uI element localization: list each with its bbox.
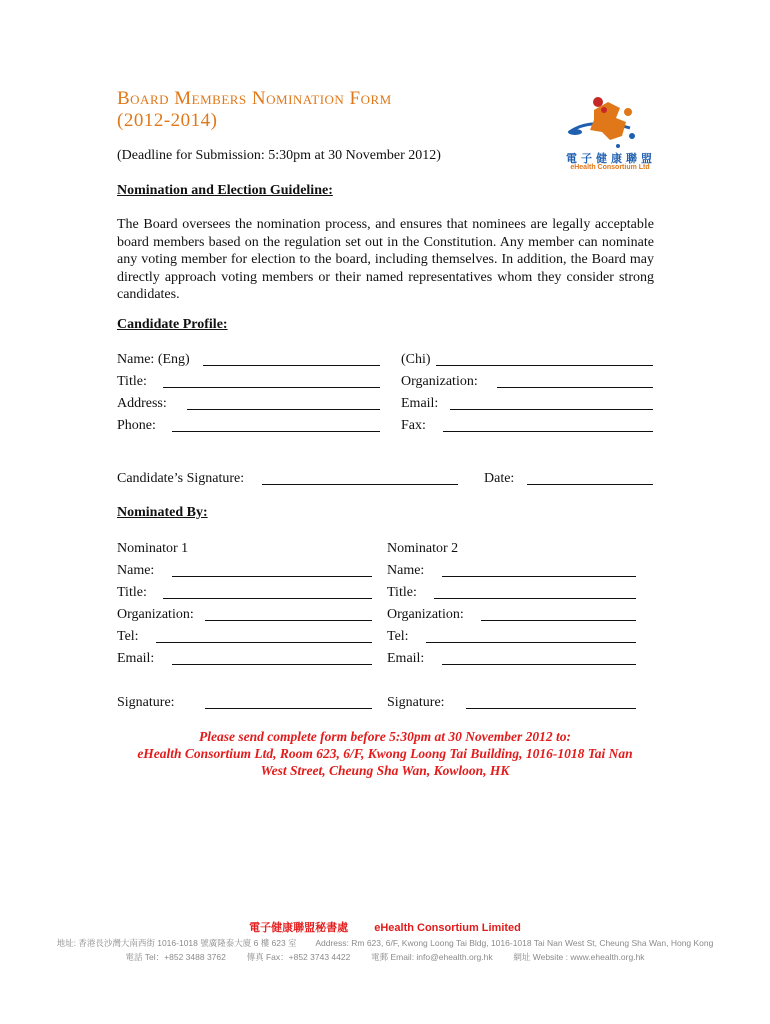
- nominator2-label: Nominator 2: [387, 541, 459, 556]
- footer-contacts: [0, 951, 770, 963]
- nominator2-title-label: Title:: [387, 585, 417, 600]
- deadline-text: (Deadline for Submission: 5:30pm at 30 November 2012): [117, 148, 441, 163]
- candidate-title-field[interactable]: [163, 387, 380, 388]
- nominator2-email-label: Email:: [387, 651, 425, 666]
- candidate-name-chi-label: (Chi): [401, 352, 431, 367]
- nominator1-name-field[interactable]: [172, 576, 372, 577]
- candidate-email-label: Email:: [401, 396, 439, 411]
- footer-org-cn: 電子健康聯盟秘書處: [249, 922, 349, 934]
- candidate-date-field[interactable]: [527, 484, 653, 485]
- nominator2-organization-field[interactable]: [481, 620, 636, 621]
- footer-email[interactable]: 電郵 Email: info@ehealth.org.hk: [371, 952, 493, 962]
- candidate-address-field[interactable]: [187, 409, 380, 410]
- nominator1-organization-field[interactable]: [205, 620, 372, 621]
- footer-address: [0, 937, 770, 949]
- footer-fax: 傳真 Fax：+852 3743 4422: [246, 952, 351, 962]
- nominator1-name-label: Name:: [117, 563, 155, 578]
- nominator1-organization-label: Organization:: [117, 607, 194, 622]
- footer-website[interactable]: 網址 Website : www.ehealth.org.hk: [513, 952, 645, 962]
- candidate-address-label: Address:: [117, 396, 167, 411]
- nominator1-label: Nominator 1: [117, 541, 189, 556]
- guideline-heading: Nomination and Election Guideline:: [117, 183, 333, 198]
- candidate-signature-field[interactable]: [262, 484, 458, 485]
- candidate-phone-field[interactable]: [172, 431, 380, 432]
- nominator1-tel-field[interactable]: [156, 642, 372, 643]
- nominator1-tel-label: Tel:: [117, 629, 139, 644]
- nominator2-name-label: Name:: [387, 563, 425, 578]
- candidate-name-chi-field[interactable]: [436, 365, 653, 366]
- nominator2-email-field[interactable]: [442, 664, 636, 665]
- form-title-line2: (2012-2014): [117, 110, 218, 131]
- candidate-name-eng-label: Name: (Eng): [117, 352, 190, 367]
- nominator1-email-label: Email:: [117, 651, 155, 666]
- candidate-signature-label: Candidate’s Signature:: [117, 471, 245, 486]
- nominator2-title-field[interactable]: [434, 598, 636, 599]
- nominator2-name-field[interactable]: [442, 576, 636, 577]
- submission-line1: Please send complete form before 5:30pm at 30 November 2012 to:: [199, 729, 571, 744]
- candidate-title-label: Title:: [117, 374, 147, 389]
- footer-org: [0, 919, 770, 935]
- candidate-heading: Candidate Profile:: [117, 317, 228, 332]
- footer-org-en: eHealth Consortium Limited: [374, 922, 521, 934]
- logo-english-name: eHealth Consortium Ltd: [570, 164, 650, 171]
- nominator2-tel-field[interactable]: [426, 642, 636, 643]
- guideline-text: The Board oversees the nomination process, and ensures that nominees are legally acceptable board members based on the regulation set out in the Constitution. Any member can nominate any voting member for election to the board, including themselves. In addition, the Board may directly approach voting members or their named representatives whom they consider strong candidates.: [117, 217, 654, 302]
- form-title-line1: Board Members Nomination Form: [117, 88, 392, 109]
- candidate-email-field[interactable]: [450, 409, 653, 410]
- candidate-fax-field[interactable]: [443, 431, 653, 432]
- candidate-fax-label: Fax:: [401, 418, 426, 433]
- nominated-by-heading: Nominated By:: [117, 505, 208, 520]
- candidate-organization-field[interactable]: [497, 387, 653, 388]
- submission-instructions: [100, 728, 670, 779]
- candidate-organization-label: Organization:: [401, 374, 478, 389]
- nominator2-organization-label: Organization:: [387, 607, 464, 622]
- nominator1-title-field[interactable]: [163, 598, 372, 599]
- form-title: [117, 88, 392, 132]
- nominator2-signature-field[interactable]: [466, 708, 636, 709]
- candidate-phone-label: Phone:: [117, 418, 156, 433]
- candidate-name-eng-field[interactable]: [203, 365, 380, 366]
- nominator2-signature-label: Signature:: [387, 695, 445, 710]
- footer-address-cn: 地址: 香港長沙灣大南西街 1016-1018 號廣隆泰大廈 6 樓 623 室: [56, 938, 297, 948]
- nominator1-title-label: Title:: [117, 585, 147, 600]
- footer-address-en: Address: Rm 623, 6/F, Kwong Loong Tai Bldg, 1016-1018 Tai Nan West St, Cheung Sha Wan, Hong Kong: [315, 938, 714, 948]
- nominator2-tel-label: Tel:: [387, 629, 409, 644]
- nominator1-signature-label: Signature:: [117, 695, 175, 710]
- nominator1-signature-field[interactable]: [205, 708, 372, 709]
- nominator1-email-field[interactable]: [172, 664, 372, 665]
- candidate-date-label: Date:: [484, 471, 515, 486]
- footer-tel: 電話 Tel：+852 3488 3762: [125, 952, 226, 962]
- submission-line2: eHealth Consortium Ltd, Room 623, 6/F, Kwong Loong Tai Building, 1016-1018 Tai Nan: [137, 746, 633, 761]
- logo-chinese-name: 電子健康聯盟: [566, 152, 656, 165]
- submission-line3: West Street, Cheung Sha Wan, Kowloon, HK: [260, 763, 510, 778]
